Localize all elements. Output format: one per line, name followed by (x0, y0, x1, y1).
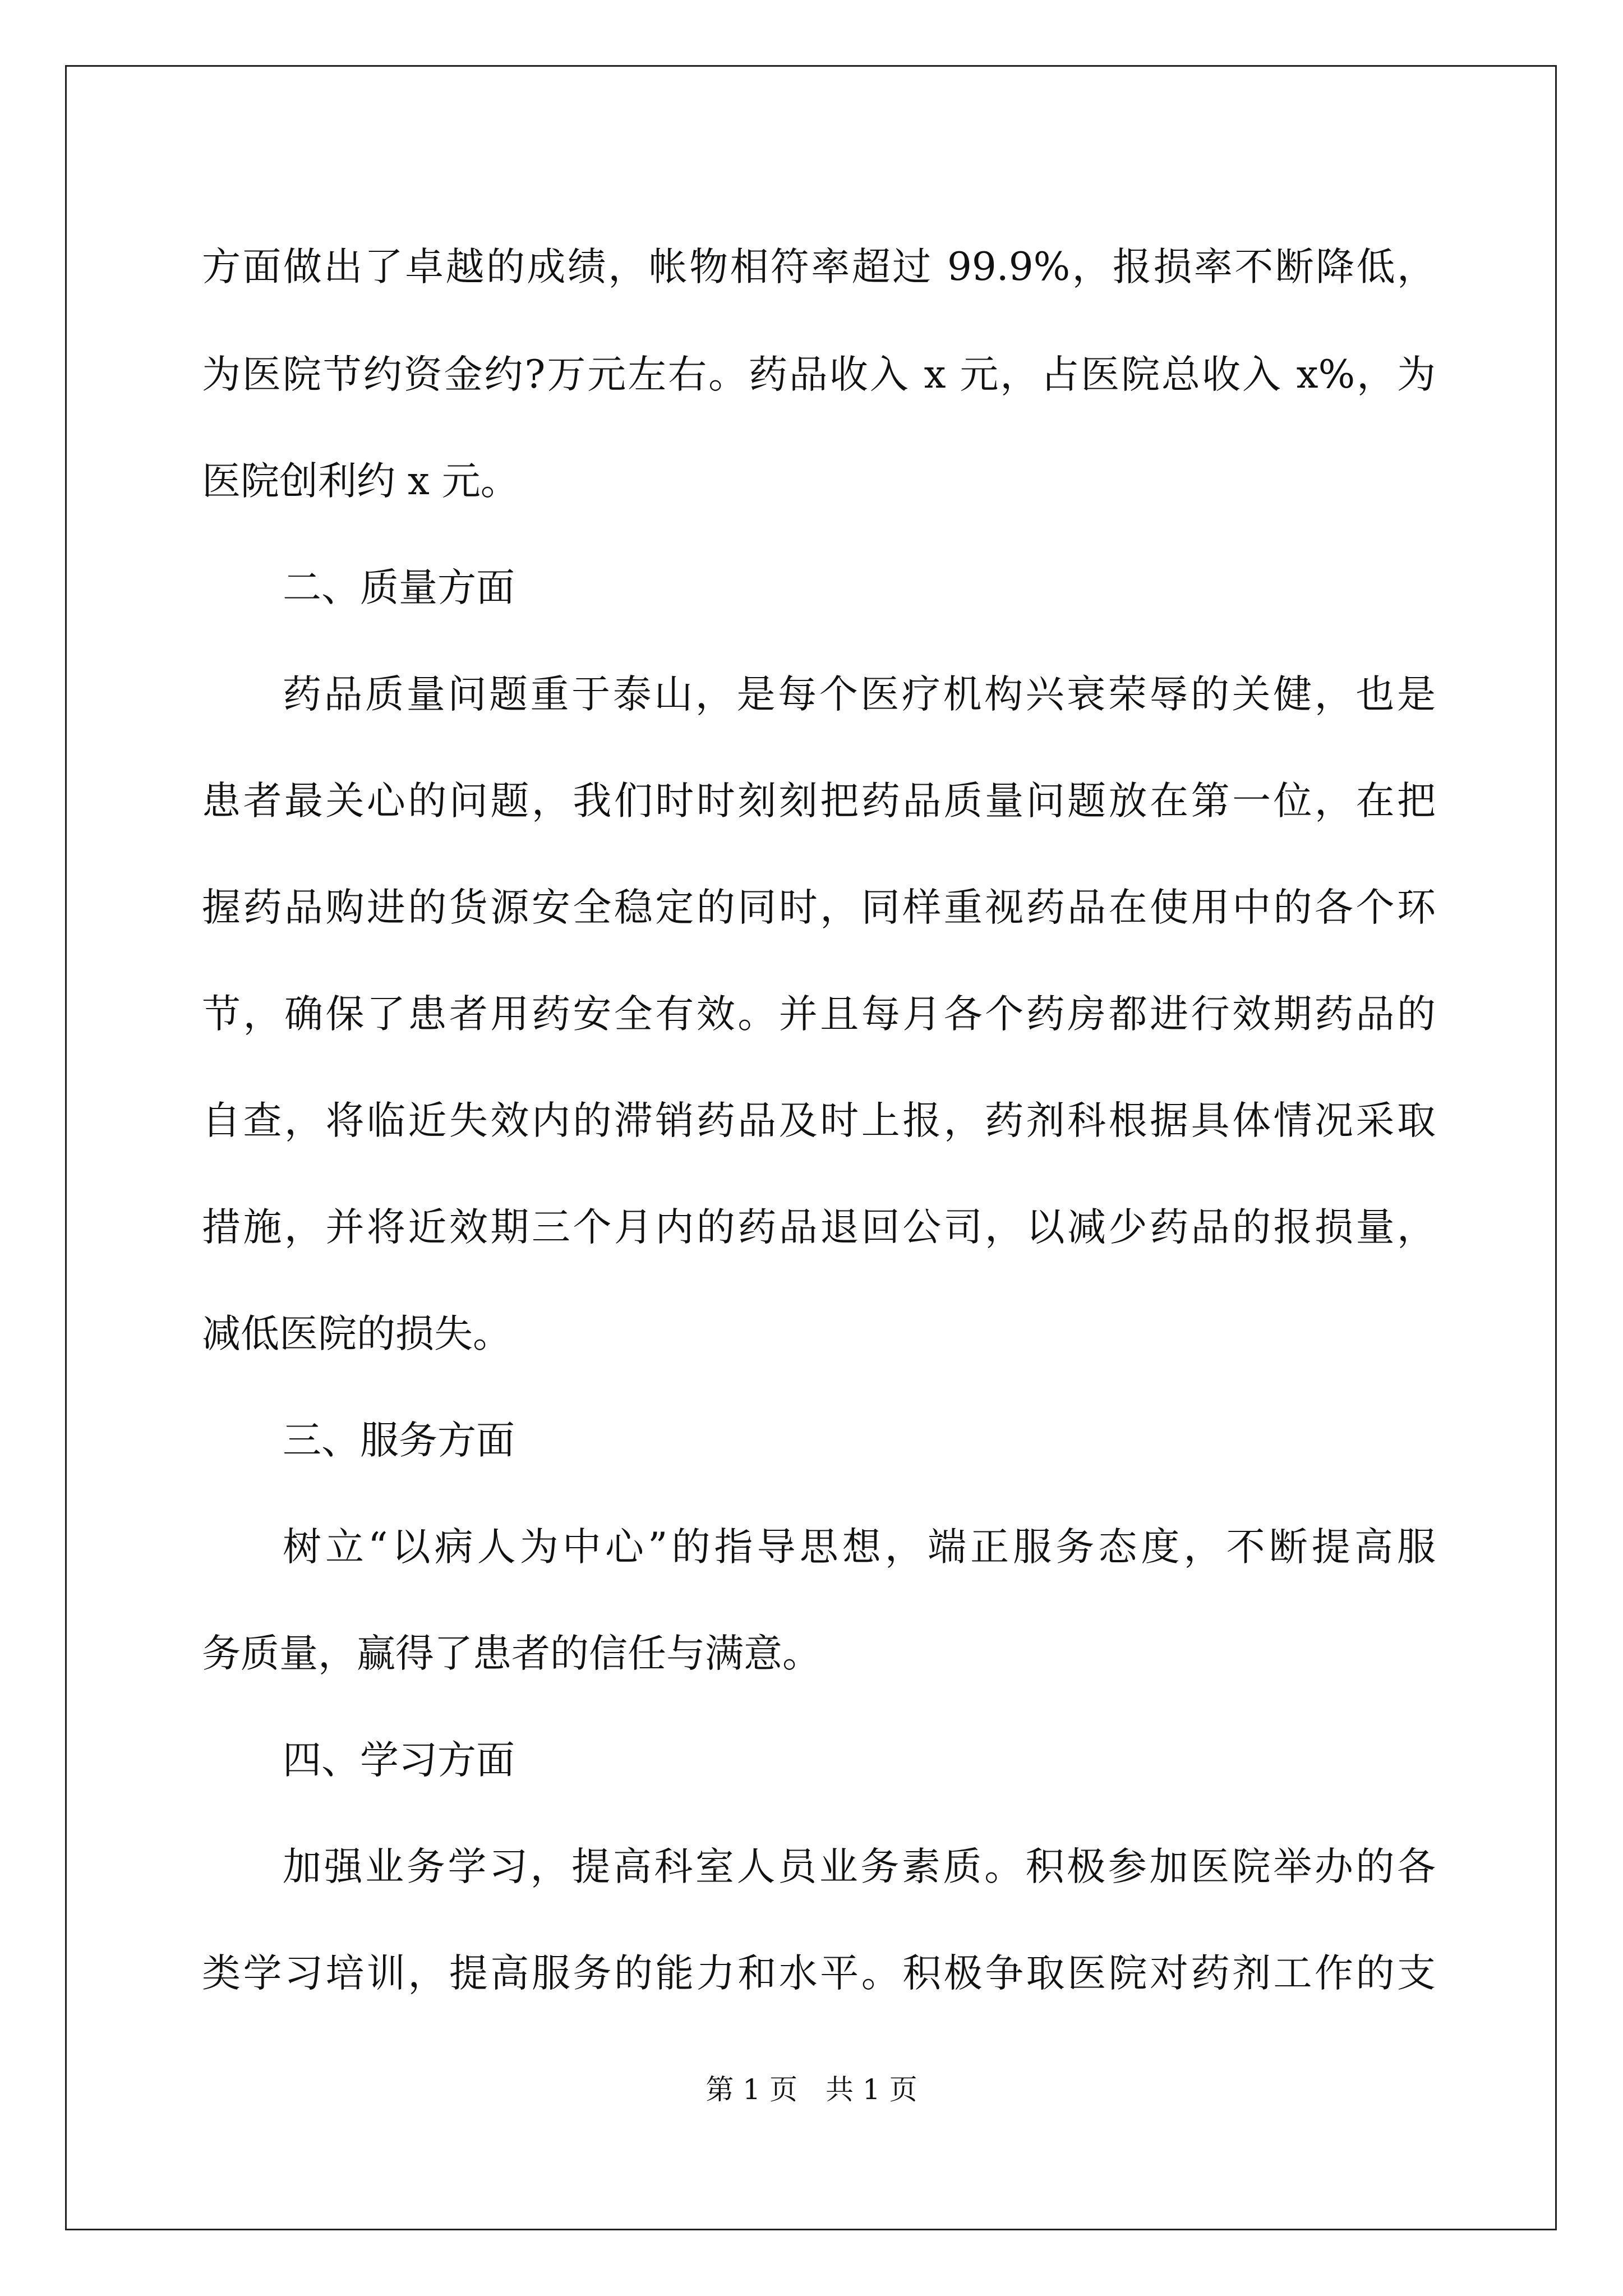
section-heading-quality: 二、质量方面 (283, 565, 515, 610)
paragraph-line: 握药品购进的货源安全稳定的同时，同样重视药品在使用中的各个环 (202, 885, 1436, 930)
paragraph-line: 务质量，赢得了患者的信任与满意。 (202, 1631, 821, 1676)
paragraph-line: 自查，将临近失效内的滞销药品及时上报，药剂科根据具体情况采取 (202, 1098, 1436, 1143)
paragraph-line: 药品质量问题重于泰山，是每个医疗机构兴衰荣辱的关健，也是 (283, 672, 1436, 717)
section-heading-study: 四、学习方面 (283, 1738, 515, 1783)
section-heading-service: 三、服务方面 (283, 1418, 515, 1463)
paragraph-line: 患者最关心的问题，我们时时刻刻把药品质量问题放在第一位，在把 (202, 779, 1436, 823)
paragraph-line: 类学习培训，提高服务的能力和水平。积极争取医院对药剂工作的支 (202, 1951, 1436, 1996)
paragraph-line: 减低医院的损失。 (202, 1312, 511, 1356)
paragraph-line: 医院创利约 x 元。 (202, 459, 519, 504)
paragraph-line: 节，确保了患者用药安全有效。并且每月各个药房都进行效期药品的 (202, 992, 1436, 1037)
paragraph-line: 加强业务学习，提高科室人员业务素质。积极参加医院举办的各 (283, 1844, 1436, 1889)
paragraph-line: 为医院节约资金约?万元左右。药品收入 x 元，占医院总收入 x%，为 (202, 352, 1436, 397)
paragraph-line: 方面做出了卓越的成绩，帐物相符率超过 99.9%，报损率不断降低， (202, 245, 1436, 289)
page-number-current: 第 1 页 (706, 2073, 797, 2106)
page-number-total: 共 1 页 (826, 2073, 917, 2106)
paragraph-line: 措施，并将近效期三个月内的药品退回公司，以减少药品的报损量， (202, 1205, 1436, 1250)
page-footer (0, 2070, 1623, 2109)
paragraph-line: 树立“以病人为中心”的指导思想，端正服务态度，不断提高服 (283, 1525, 1436, 1570)
